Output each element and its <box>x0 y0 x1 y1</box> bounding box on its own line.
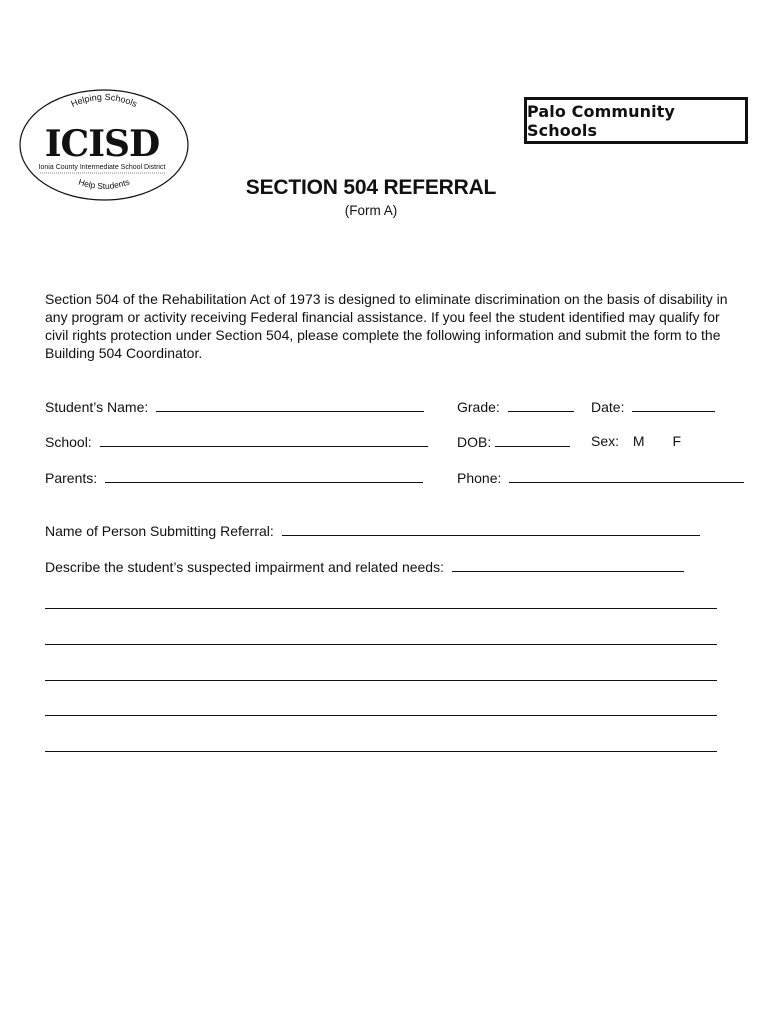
sex-option-m[interactable]: M <box>632 433 645 449</box>
parents-field[interactable] <box>45 468 423 487</box>
answer-line-4[interactable] <box>45 715 717 716</box>
logo-district: Ionia County Intermediate School District <box>38 164 166 171</box>
phone-label: Phone: <box>457 470 502 486</box>
submitter-field[interactable] <box>45 521 700 540</box>
school-field[interactable] <box>45 432 428 451</box>
sex-label: Sex: <box>591 433 620 449</box>
student-name-field[interactable] <box>45 397 424 416</box>
logo-name: ICISD <box>44 123 160 165</box>
school-label: School: <box>45 434 92 450</box>
phone-field[interactable] <box>457 468 744 487</box>
describe-blank[interactable] <box>452 557 684 572</box>
describe-label: Describe the student’s suspected impairment and related needs: <box>45 559 444 575</box>
parents-blank[interactable] <box>105 468 423 483</box>
date-label: Date: <box>591 399 625 415</box>
describe-field[interactable] <box>45 557 684 576</box>
answer-line-3[interactable] <box>45 680 717 681</box>
dob-label: DOB: <box>457 434 492 450</box>
sex-option-f[interactable]: F <box>672 433 682 449</box>
grade-blank[interactable] <box>508 397 574 412</box>
submitter-blank[interactable] <box>282 521 700 536</box>
dob-field[interactable] <box>457 432 570 451</box>
logo-bottom-arc: Help Students <box>77 176 131 192</box>
sex-field <box>591 432 681 450</box>
form-subtitle: (Form A) <box>344 203 398 218</box>
district-name-box: Palo Community Schools <box>524 97 748 144</box>
answer-line-5[interactable] <box>45 751 717 752</box>
student-name-label: Student’s Name: <box>45 399 149 415</box>
logo-top-arc: Helping Schools <box>69 91 139 109</box>
submitter-label: Name of Person Submitting Referral: <box>45 523 274 539</box>
svg-text:Helping Schools <box>69 92 139 109</box>
date-blank[interactable] <box>632 397 715 412</box>
answer-line-2[interactable] <box>45 644 717 645</box>
form-title: SECTION 504 REFERRAL <box>245 176 497 199</box>
answer-line-1[interactable] <box>45 608 717 609</box>
student-name-blank[interactable] <box>156 397 424 412</box>
intro-paragraph: Section 504 of the Rehabilitation Act of 1973 is designed to eliminate discrimination on the basis of disability in any program or activity receiving Federal financial assistance. If you feel the student identified may qualify for civil rights protection under Section 504, please complete the following information and submit the form to the Building 504 Coordinator. <box>45 291 728 361</box>
dob-blank[interactable] <box>495 432 570 447</box>
phone-blank[interactable] <box>509 468 744 483</box>
grade-label: Grade: <box>457 399 500 415</box>
parents-label: Parents: <box>45 470 98 486</box>
school-blank[interactable] <box>100 432 428 447</box>
grade-field[interactable] <box>457 397 574 416</box>
date-field[interactable] <box>591 397 715 416</box>
